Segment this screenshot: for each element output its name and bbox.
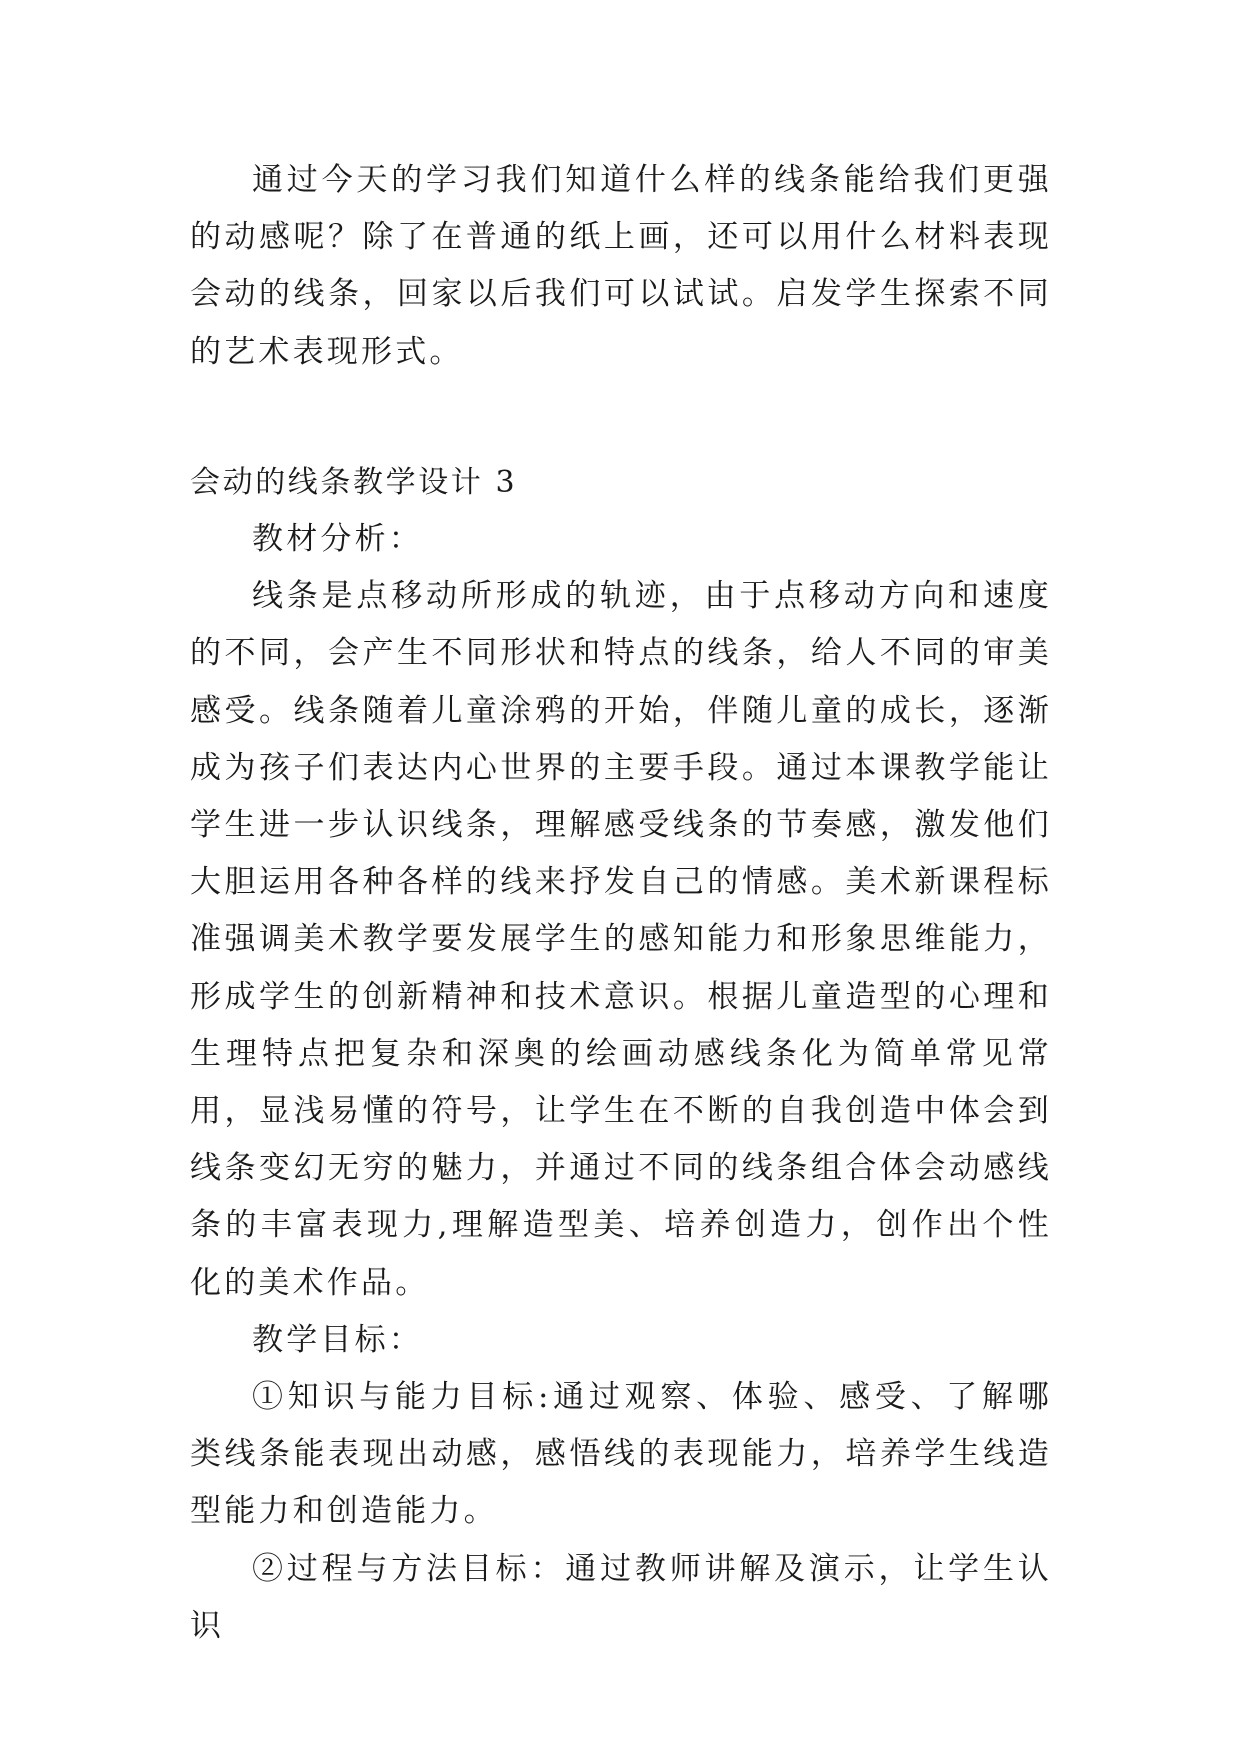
document-body (190, 152, 1052, 1655)
label-material-analysis: 教材分析： (252, 521, 423, 558)
material-analysis-paragraph: 线条是点移动所形成的轨迹，由于点移动方向和速度的不同，会产生不同形状和特点的线条，给人不同的审美感受。线条随着儿童涂鸦的开始，伴随儿童的成长，逐渐成为孩子们表达内心世界的主要手段。通过本课教学能让学生进一步认识线条，理解感受线条的节奏感，激发他们大胆运用各种各样的线来抒发自己的情感。美术新课程标准强调美术教学要发展学生的感知能力和形象思维能力，形成学生的创新精神和技术意识。根据儿童造型的心理和生理特点把复杂和深奥的绘画动感线条化为简单常见常用，显浅易懂的符号，让学生在不断的自我创造中体会到线条变幻无穷的魅力，并通过不同的线条组合体会动感线条的丰富表现力,理解造型美、培养创造力，创作出个性化的美术作品。 (190, 578, 1052, 1301)
goal-knowledge-ability: ①知识与能力目标:通过观察、体验、感受、了解哪类线条能表现出动感，感悟线的表现能力，培养学生线造型能力和创造能力。 (190, 1379, 1052, 1530)
section-heading: 会动的线条教学设计 3 (190, 464, 518, 500)
label-teaching-goals: 教学目标： (252, 1321, 423, 1358)
goal-process-method: ②过程与方法目标：通过教师讲解及演示，让学生认识 (190, 1550, 1052, 1644)
closing-paragraph: 通过今天的学习我们知道什么样的线条能给我们更强的动感呢？除了在普通的纸上画，还可以用什么材料表现会动的线条，回家以后我们可以试试。启发学生探索不同的艺术表现形式。 (190, 162, 1052, 370)
